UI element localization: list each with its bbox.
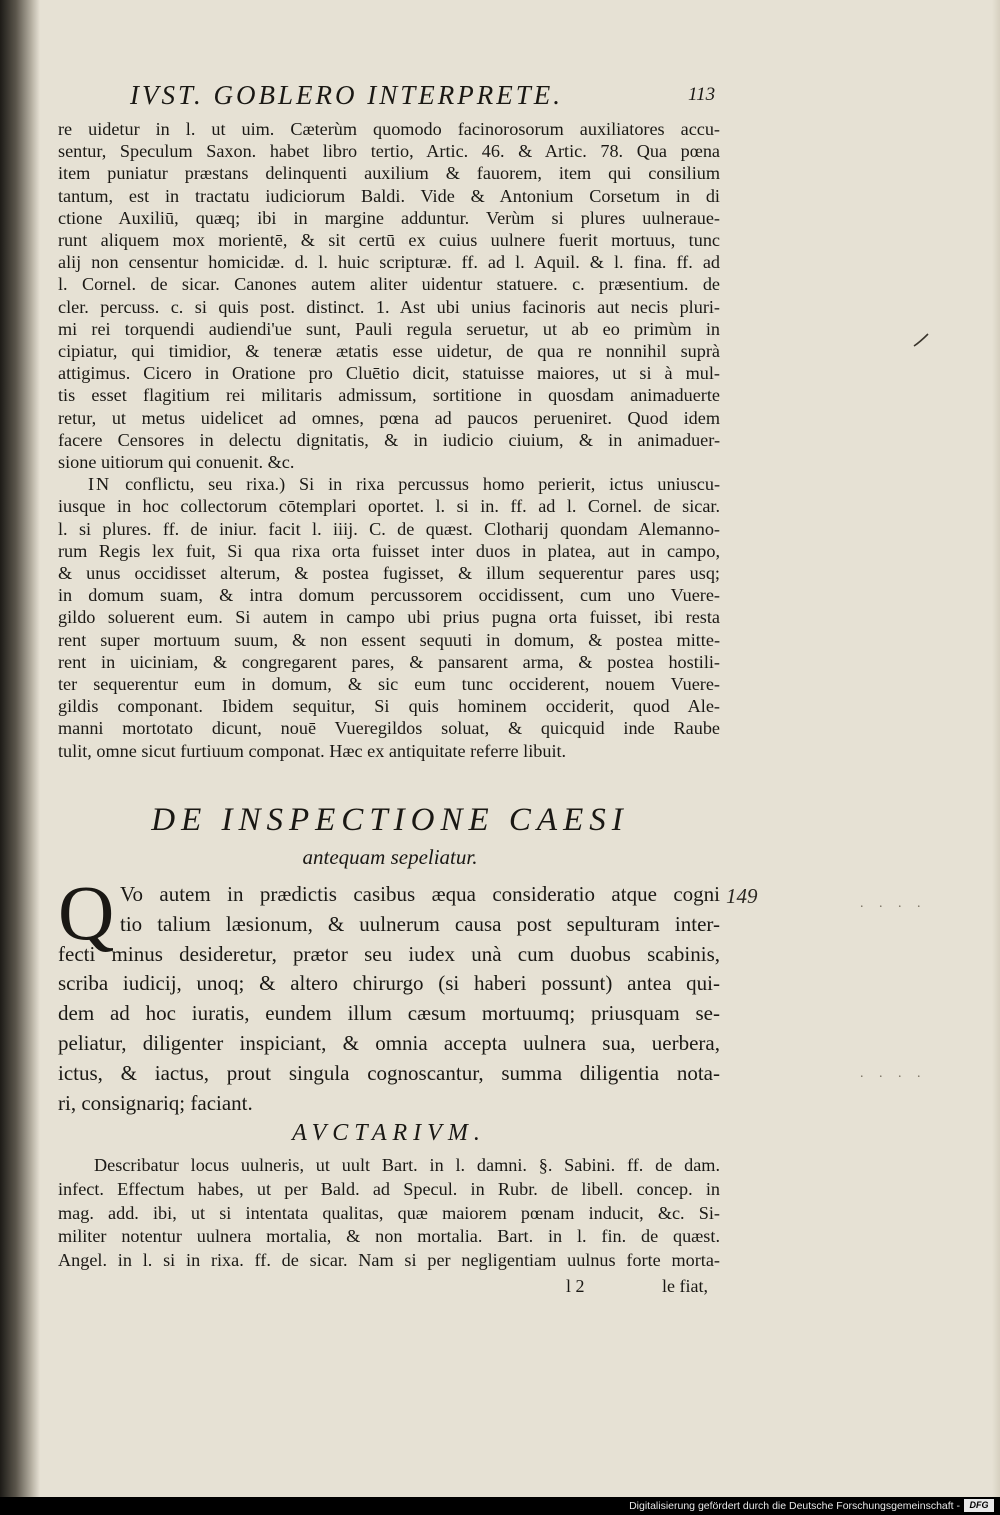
text-line: attigimus. Cicero in Oratione pro Cluētio dicit, statuisse maiores, ut si à mul- xyxy=(58,363,720,384)
pen-stroke-mark xyxy=(912,330,932,350)
text-line: & unus occidisset alterum, & postea fugisset, & illum sequerentur pares usq; xyxy=(58,563,720,584)
text-line: item puniatur præstans delinquenti auxilium & fauorem, item qui consilium xyxy=(58,163,720,184)
text-line: Describatur locus uulneris, ut uult Bart. in l. damni. §. Sabini. ff. de dam. xyxy=(94,1155,720,1175)
text-line: mag. add. ibi, ut si intentata qualitas, quæ maiorem pœnam inducit, &c. Si- xyxy=(58,1202,720,1223)
section-heading xyxy=(60,800,720,872)
text-line: rum Regis lex fuit, Si qua rixa orta fuisset inter duos in platea, aut in campo, xyxy=(58,540,720,561)
text-line: sione uitiorum qui conuenit. &c. xyxy=(58,452,295,473)
signature-mark: l 2 xyxy=(566,1276,585,1296)
section-subtitle: antequam sepeliatur. xyxy=(302,845,478,869)
footer-credit: Digitalisierung gefördert durch die Deutsche Forschungsgemeinschaft - xyxy=(629,1500,960,1512)
text-line: gildo soluerent eum. Si autem in campo ubi prius pugna orta fuisset, ibi resta xyxy=(58,607,720,628)
text-line: mi rei torquendi audiendi'ue sunt, Pauli regula seruetur, ut ab eo primùm in xyxy=(58,318,720,339)
text-line: Angel. in l. si in rixa. ff. de sicar. Nam si per negligentiam uulnus forte morta- xyxy=(58,1250,720,1271)
main-text xyxy=(58,869,720,1118)
drop-cap: Q xyxy=(58,869,115,956)
text-line: in domum suam, & intra domum percussorem occidissent, cum uno Vuere- xyxy=(58,585,720,606)
text-line: cipiatur, qui timidior, & teneræ ætatis esse uidetur, de qua re nonnihil suprà xyxy=(58,341,720,362)
text-line: ctione Auxiliū, quæq; ibi in margine adduntur. Verùm si plures uulneraue- xyxy=(58,207,720,228)
marginal-number: 149 xyxy=(726,884,758,908)
auctarium-text xyxy=(58,1154,720,1273)
text-line xyxy=(58,473,720,495)
text-line: sentur, Speculum Saxon. habet libro tertio, Artic. 46. & Artic. 78. Qua pœna xyxy=(58,141,720,162)
text-line: alij non censentur homicidæ. d. l. huic scripturæ. ff. ad l. Aquil. & l. fina. ff. ad xyxy=(58,252,720,273)
auctarium-heading: AVCTARIVM. xyxy=(292,1120,486,1146)
text-line: cler. percuss. c. si quis post. distinct. 1. Ast ubi unius facinoris aut necis pluri- xyxy=(58,296,720,317)
text-line: runt aliquem mox morientē, & sit certū ex cuius uulnere fuerit mortuus, tunc xyxy=(58,230,720,251)
text-line: iusque in hoc collectorum cōtemplari oportet. l. si in. ff. ad l. Cornel. de sicar. xyxy=(58,496,720,517)
text-line: l. Cornel. de sicar. Canones autem aliter uidentur statuere. c. præsentium. de xyxy=(58,274,720,295)
text-line: tulit, omne sicut furtiuum componat. Hæc ex antiquitate referre libuit. xyxy=(58,740,567,761)
lead-in: IN xyxy=(88,474,112,495)
text-line: tantum, est in tractatu iudiciorum Baldi. Vide & Antonium Corsetum in di xyxy=(58,185,720,206)
text-line: gildis componant. Ibidem sequitur, Si quis hominem occiderit, quod Ale- xyxy=(58,696,720,717)
running-head: IVST. GOBLERO INTERPRETE. xyxy=(130,80,563,110)
text-line: ri, consignariq; faciant. xyxy=(58,1090,253,1115)
text-line: infect. Effectum habes, ut per Bald. ad Specul. in Rubr. de libell. concep. in xyxy=(58,1178,720,1199)
section-title: DE INSPECTIONE CAESI xyxy=(151,802,629,838)
text-line: militer notentur uulnera mortalia, & non mortalia. Bart. in l. fin. de quæst. xyxy=(58,1226,720,1247)
text-line: rent in uiciniam, & congregarent pares, & pansarent arma, & postea hostili- xyxy=(58,651,720,672)
text-line: tio talium læsionum, & uulnerum causa post sepulturam inter- xyxy=(120,911,720,936)
text-line: Vo autem in prædictis casibus æqua consideratio atque cogni xyxy=(120,882,720,906)
text-line: re uidetur in l. ut uim. Cæterùm quomodo facinorosorum auxiliatores accu- xyxy=(58,119,720,139)
margin-dots: . . . . xyxy=(860,1066,927,1081)
book-gutter xyxy=(0,0,40,1497)
text-line: manni mortotato dicunt, nouē Vueregildos soluat, & quicquid inde Raube xyxy=(58,718,720,739)
text-line: tis esset flagitium rei militaris admissum, sortitione in quosdam animaduerte xyxy=(58,385,720,406)
text-line: peliatur, diligenter inspiciant, & omnia accepta uulnera sua, uerbera, xyxy=(58,1030,720,1055)
catchword: le fiat, xyxy=(662,1276,708,1296)
text-line: scriba iudicij, unoq; & altero chirurgo (si haberi possunt) antea qui- xyxy=(58,971,720,996)
text-line: ter sequerentur eum in domum, & sic eum tunc occiderent, nouem Vuere- xyxy=(58,674,720,695)
margin-dots: . . . . xyxy=(860,896,927,911)
text-line: dem ad hoc iuratis, eundem illum cæsum mortuumq; priusquam se- xyxy=(58,1001,720,1026)
gloss-text xyxy=(58,118,720,762)
text-line-rest: conflictu, seu rixa.) Si in rixa percussus homo perierit, ictus uniuscu- xyxy=(111,474,720,495)
text-line: retur, ut metus uidelicet ad omnes, pœna ad paucos perueniret. Quod idem xyxy=(58,407,720,428)
text-line: l. si plures. ff. de iniur. facit l. iiij. C. de quæst. Clotharij quondam Alemanno- xyxy=(58,518,720,539)
text-line: facere Censores in delectu dignitatis, & in iudicio ciuium, & in animaduer- xyxy=(58,429,720,450)
text-line: rent super mortuum suum, & non essent sequuti in domum, & postea mitte- xyxy=(58,629,720,650)
text-line: fecti minus desideretur, prætor seu iudex unà cum duobus scabinis, xyxy=(58,941,720,966)
dfg-logo-icon: DFG xyxy=(964,1499,994,1512)
page-edge xyxy=(992,0,1000,1497)
text-line: ictus, & iactus, prout singula cognoscantur, summa diligentia nota- xyxy=(58,1060,720,1085)
folio-number: 113 xyxy=(688,84,716,105)
